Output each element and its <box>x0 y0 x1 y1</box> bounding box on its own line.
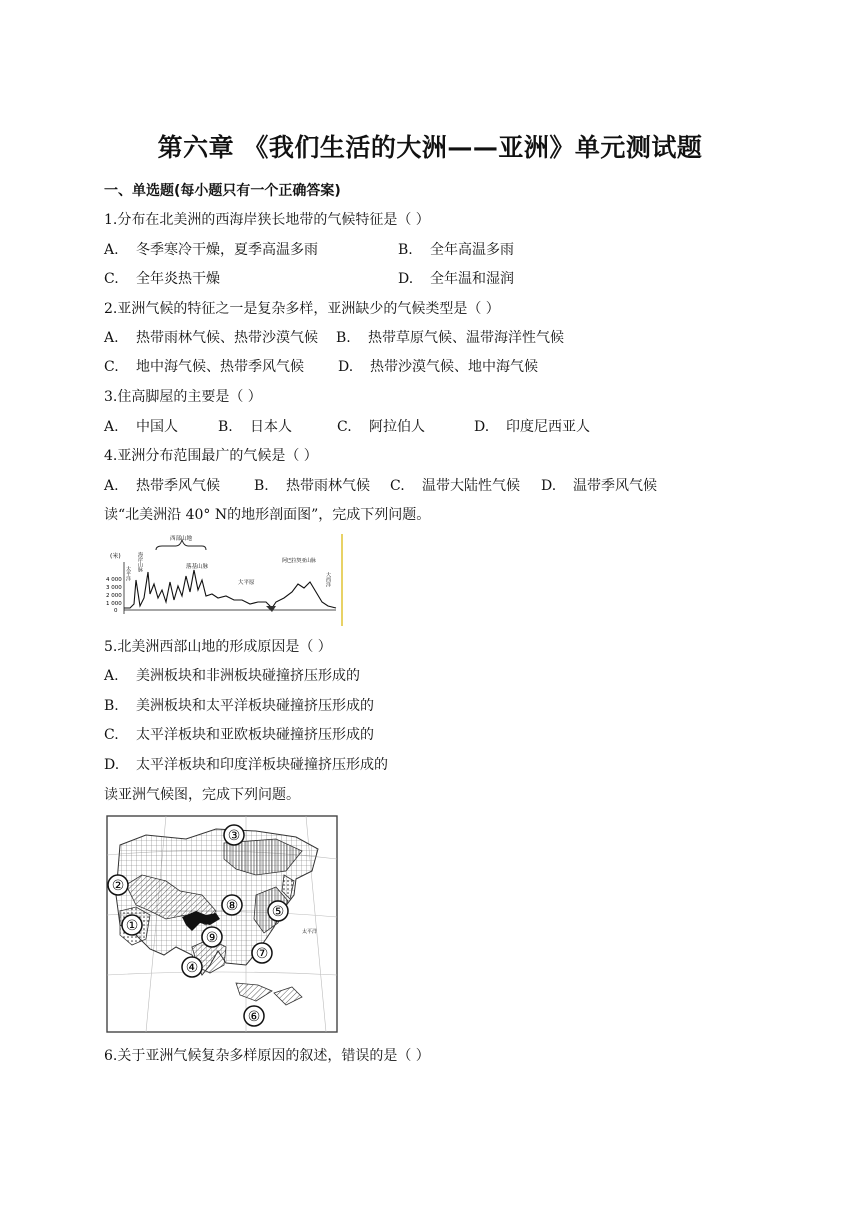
profile-ytick-2000: 2 000 <box>106 593 122 599</box>
question-1-stem: 1.分布在北美洲的西海岸狭长地带的气候特征是（ ） <box>104 212 430 228</box>
q5-option-a[interactable]: A. 美洲板块和非洲板块碰撞挤压形成的 <box>104 668 360 684</box>
profile-unit: (米) <box>110 553 121 560</box>
climate-map-intro: 读亚洲气候图，完成下列问题。 <box>104 787 300 803</box>
svg-text:⑤: ⑤ <box>271 904 285 920</box>
svg-text:⑧: ⑧ <box>225 898 239 914</box>
q2-option-b[interactable]: B. 热带草原气候、温带海洋性气候 <box>336 330 564 346</box>
profile-ytick-4000: 4 000 <box>106 577 122 583</box>
q4-option-b[interactable]: B. 热带雨林气候 <box>254 478 370 494</box>
q2-option-c[interactable]: C. 地中海气候、热带季风气候 <box>104 359 304 375</box>
q1-option-b[interactable]: B. 全年高温多雨 <box>398 242 514 258</box>
q3-option-b[interactable]: B. 日本人 <box>218 419 292 435</box>
profile-label-rocky: 落基山脉 <box>186 564 209 570</box>
profile-label-plain: 大平原 <box>238 580 255 586</box>
profile-label-appalachian: 阿巴拉契亚山脉 <box>282 558 316 564</box>
svg-text:⑦: ⑦ <box>255 946 269 962</box>
q4-option-c[interactable]: C. 温带大陆性气候 <box>390 478 520 494</box>
map-sea-label: 太平洋 <box>302 929 318 935</box>
profile-intro: 读“北美洲沿 40° N的地形剖面图”，完成下列问题。 <box>104 507 431 523</box>
svg-text:③: ③ <box>227 828 241 844</box>
section-heading: 一、单选题(每小题只有一个正确答案) <box>104 183 341 199</box>
q1-option-c[interactable]: C. 全年炎热干燥 <box>104 271 220 287</box>
marker-3 <box>224 825 244 845</box>
marker-5 <box>268 901 288 921</box>
asia-climate-map <box>106 815 338 1033</box>
q2-option-d[interactable]: D. 热带沙漠气候、地中海气候 <box>338 359 538 375</box>
q1-option-a[interactable]: A. 冬季寒冷干燥，夏季高温多雨 <box>104 242 318 258</box>
marker-8 <box>222 895 242 915</box>
profile-label-coast-range: 海岸山脉 <box>137 552 143 572</box>
q3-option-a[interactable]: A. 中国人 <box>104 419 178 435</box>
question-3-stem: 3.住高脚屋的主要是（ ） <box>104 389 262 405</box>
profile-label-atlantic: 大西洋 <box>325 572 331 587</box>
marker-6 <box>244 1006 264 1026</box>
page-title: 第六章 《我们生活的大洲——亚洲》单元测试题 <box>157 133 703 162</box>
q2-option-a[interactable]: A. 热带雨林气候、热带沙漠气候 <box>104 330 318 346</box>
q4-option-d[interactable]: D. 温带季风气候 <box>541 478 657 494</box>
profile-ytick-1000: 1 000 <box>106 601 122 607</box>
marker-7 <box>252 943 272 963</box>
marker-2 <box>108 875 128 895</box>
svg-text:④: ④ <box>185 960 199 976</box>
q5-option-d[interactable]: D. 太平洋板块和印度洋板块碰撞挤压形成的 <box>104 757 388 773</box>
svg-text:①: ① <box>125 918 139 934</box>
question-4-stem: 4.亚洲分布范围最广的气候是（ ） <box>104 448 318 464</box>
terrain-profile-figure <box>106 532 346 628</box>
question-5-stem: 5.北美洲西部山地的形成原因是（ ） <box>104 639 332 655</box>
svg-text:②: ② <box>111 878 125 894</box>
q3-option-c[interactable]: C. 阿拉伯人 <box>337 419 425 435</box>
profile-ytick-3000: 3 000 <box>106 585 122 591</box>
marker-9 <box>202 927 222 947</box>
svg-text:⑥: ⑥ <box>247 1009 261 1025</box>
question-2-stem: 2.亚洲气候的特征之一是复杂多样，亚洲缺少的气候类型是（ ） <box>104 301 500 317</box>
profile-label-west-mountains: 西部山地 <box>170 536 193 542</box>
q5-option-b[interactable]: B. 美洲板块和太平洋板块碰撞挤压形成的 <box>104 698 374 714</box>
q1-option-d[interactable]: D. 全年温和湿润 <box>398 271 514 287</box>
q5-option-c[interactable]: C. 太平洋板块和亚欧板块碰撞挤压形成的 <box>104 727 374 743</box>
q4-option-a[interactable]: A. 热带季风气候 <box>104 478 220 494</box>
profile-label-pacific: 太平洋 <box>125 566 131 581</box>
q3-option-d[interactable]: D. 印度尼西亚人 <box>474 419 590 435</box>
profile-ytick-0: 0 <box>114 608 118 614</box>
svg-text:⑨: ⑨ <box>205 930 219 946</box>
marker-4 <box>182 957 202 977</box>
marker-1 <box>122 915 142 935</box>
question-6-stem: 6.关于亚洲气候复杂多样原因的叙述，错误的是（ ） <box>104 1048 430 1064</box>
